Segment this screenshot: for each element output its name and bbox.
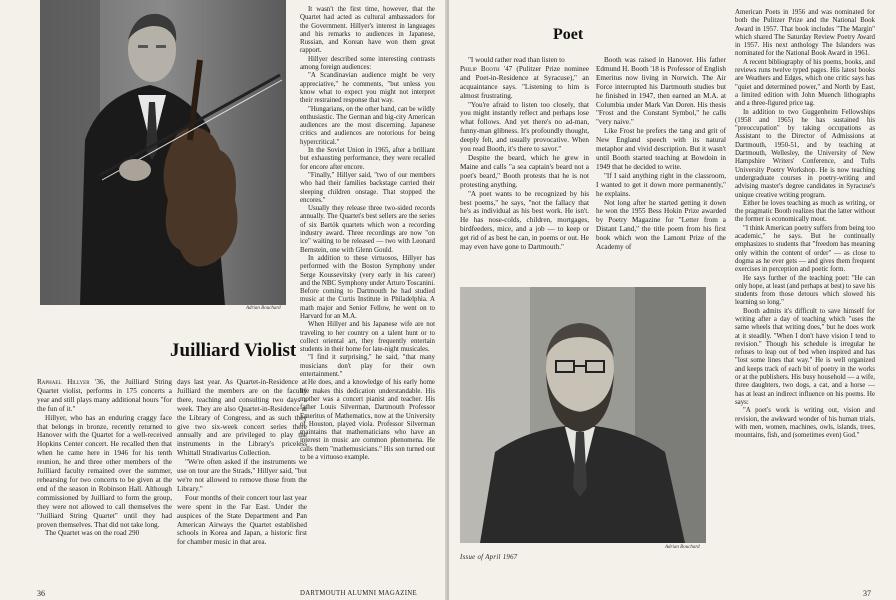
violist-portrait-icon xyxy=(40,0,286,305)
paragraph: "Hungarians, on the other hand, can be wildly enthusiastic. The German and big-city American audiences are the most discerning. Japanese critics and audiences are notorious for being hypercritical." xyxy=(300,105,435,146)
paragraph: He says further of the teaching poet: "He can only hope, at least (and perhaps at best) to save his students from those detours which slowed his learning so long." xyxy=(735,274,875,307)
paragraph: Booth admits it's difficult to save himself for writing after a day of teaching which "uses the same wheels that writing does," but he does work at it steadily. "When I don't have vision I tend to revision." Though his schedule is irregular he refuses to leap out of bed when inspired and has "lost some lines that way." He is well organized and keeps track of each bit of poetry in the works or at the publishers. His busy household — a wife, three daughters, two dogs, a cat, and a horse — has at least an indirect influence on his poems. He says: xyxy=(735,307,875,406)
paragraph: Like Frost he prefers the tang and grit of New England speech with its natural metaphor and vivid description. But it wasn't until Booth started teaching at Bowdoin in 1949 that he decided to write. xyxy=(596,127,726,171)
poet-photo-credit: Adrian Bouchard xyxy=(665,545,700,550)
right-footer: Issue of April 1967 xyxy=(460,554,518,561)
paragraph: In the Soviet Union in 1965, after a brilliant but exhausting performance, they were recalled for encore after encore. xyxy=(300,147,435,171)
paragraph: Raphael Hillyer '36, the Juilliard String Quartet violist, performs in 175 concerts a year and still plays many additional hours "for the fun of it." xyxy=(37,378,172,413)
violist-photo-credit: Adrian Bouchard xyxy=(246,306,281,311)
right-col-b xyxy=(596,56,726,274)
left-col-c xyxy=(300,6,435,557)
left-page-number: 36 xyxy=(37,589,45,598)
left-col-a xyxy=(37,378,172,576)
paragraph: Hillyer, who has an enduring craggy face that belongs in bronze, recently returned to Hanover with the Quartet for a well-received Hopkins Center concert. He recalled then that when he came here in 1946 for his tenth reunion, he and three other members of the Juilliard faculty remained over the summer, rehearsing for two concerts to be given at the end of the season in Robinson Hall. Although commissioned by Juilliard to form the group, they were not allowed to call themselves the "Juilliard String Quartet" until they had proven themselves. That did not take long. xyxy=(37,413,172,529)
violist-photo xyxy=(40,0,286,305)
paragraph: American Poets in 1956 and was nominated for both the Pulitzer Prize and the National Book Award in 1957. That book includes "The Margin" which shared The Saturday Review Poetry Award in 1957. His next anthology The Islanders was nominated for the National Book Award in 1961. xyxy=(735,9,875,58)
right-col-c xyxy=(735,9,875,569)
paragraph: When Hillyer and his Japanese wife are not traveling to her country on a talent hunt or to collect oriental art, they frequently entertain students in their home for late-night musicales. xyxy=(300,321,435,354)
paragraph: Either he loves teaching as much as writing, or the pragmatic Booth realizes that the latter without the former is economically moot. xyxy=(735,199,875,224)
paragraph: days last year. As Quartet-in-Residence at Juilliard the members are on the faculty there, teaching and consulting two days a week. They are also Quartet-in-Residence at the Library of Congress, and as such they give two six-week concert series there annually and are privileged to play the instruments in the Library's priceless Whittall Stradivarius Collection. xyxy=(177,378,307,458)
poet-photo xyxy=(460,287,706,543)
paragraph: Booth was raised in Hanover. His father Edmund H. Booth '18 is Professor of English Emeritus now living in Norwich. The Air Force interrupted his Dartmouth studies but he finished in 1947, then earned an M.A. at Columbia under Mark Van Doren. His thesis "Frost and the Constant Symbol," he calls "very naive." xyxy=(596,56,726,127)
paragraph: Usually they release three two-sided records annually. The Quartet's best sellers are the series of six Bartók quartets which won a recording industry award. Three recordings are now "on ice" waiting to be released — two with Leonard Bernstein, one with Glenn Gould. xyxy=(300,205,435,254)
paragraph: Hillyer described some interesting contrasts among foreign audiences: xyxy=(300,55,435,72)
paragraph: "A Scandinavian audience might be very appreciative," he comments, "but unless you know what to expect you might not interpret their restrained response that way. xyxy=(300,72,435,105)
right-col-a xyxy=(460,56,589,274)
left-footer: DARTMOUTH ALUMNI MAGAZINE xyxy=(300,590,417,597)
paragraph: A recent bibliography of his poems, books, and reviews runs twelve typed pages. His latest books are Weathers and Edges, which one critic says has "quiet and determined power," and North by East, a limited edition with John Muench lithographs and a three-figured price tag. xyxy=(735,58,875,108)
paragraph: In addition to two Guggenheim Fellowships (1958 and 1965) he has sustained his "preoccupation" by taking occupations as Assistant to the Director of Admissions at Dartmouth, 1950-51, and by teaching at Dartmouth, Wellesley, the University of New Hampshire Writers' Conference, and Tufts University Poetry Workshop. He is now teaching undergraduate courses in poetry-writing and advising master's degree candidates in Syracuse's unique creative writing program. xyxy=(735,108,875,199)
paragraph: "If I said anything right in the classroom, I wanted to get it down more permanently," he explains. xyxy=(596,171,726,198)
paragraph: The Quartet was on the road 290 xyxy=(45,529,140,538)
paragraph: Not long after he started getting it down he won the 1955 Bess Hokin Prize awarded by Poetry Magazine for "Letter from a Distant Land," the title poem from his first book which won the Lamont Prize of the Academy of xyxy=(596,198,726,252)
poet-portrait-icon xyxy=(460,287,706,543)
paragraph: Philip Booth '47 (Pulitzer Prize nominee and Poet-in-Residence at Syracuse)," an acquaintance says. "Listening to him is almost frustrating. xyxy=(460,64,589,100)
paragraph: Four months of their concert tour last year were spent in the Far East. Under the auspices of the State Department and Pan American Airways the Quartet established schools in Korea and Japan, a historic first for chamber music in that area. xyxy=(177,493,307,547)
paragraph: He does, and a knowledge of his early home life makes this dedication understandable. His mother was a concert pianist and teacher. His father Louis Silverman, Dartmouth Professor Emeritus of Mathematics, now at the University of Houston, played viola. Professor Silverman maintains that mathematicians who have an interest in music are common phenomena. He calls them "mathemusicians." His son turned out to be a virtuoso example. xyxy=(300,379,435,462)
right-page xyxy=(449,0,896,600)
paragraph: In addition to these virtuosos, Hillyer has performed with the Boston Symphony under Serge Koussevitsky (very early in his career) and the NBC Symphony under Arturo Toscanini. Before coming to Dartmouth he had studied music at the Curtis Institute in Philadelphia. A math major and Senior Fellow, he went on to Harvard for an M.A. xyxy=(300,254,435,320)
right-headline: Poet xyxy=(553,26,584,43)
paragraph: It wasn't the first time, however, that the Quartet had acted as cultural ambassadors for the Government. Hillyer's interest in languages and his remarks to audiences in Japanese, Russian, and Korean have won them great rapport. xyxy=(300,6,435,55)
left-headline: Juilliard Violist xyxy=(170,340,297,361)
paragraph: "I think American poetry suffers from being too academic," he says. But he continually emphasizes to students that "freedom has meaning only within the content of order" — as close to dogma as he ever gets — and gives them frequent exercises in perception and poetic form. xyxy=(735,224,875,274)
right-page-number: 37 xyxy=(863,589,871,598)
paragraph: "We're often asked if the instruments we use on tour are the Strads," Hillyer said, "but we're not allowed to remove those from the Library." xyxy=(177,458,307,493)
left-col-b xyxy=(177,378,307,576)
paragraph: "You're afraid to listen too closely, that you might instantly reflect and perhaps lose what follows. And yet there's no ad-man, funny-man glibness. It's profoundly thought, deeply felt, and usually provocative. When you read Booth, it's there to savor." xyxy=(460,100,589,154)
paragraph: "A poet wants to be recognized by his best poems," he says, "not the fallacy that he's as individual as his best work. He isn't. He has nose-colds, children, mortgages, birdfeeders, mice, and a job — to keep or get rid of as best he can, in poems or out. He may even have gone to Dartmouth." xyxy=(460,189,589,252)
paragraph: "I would rather read than listen to xyxy=(468,56,565,64)
paragraph: "Finally," Hillyer said, "two of our members who had their families backstage carried their sleeping children onstage. That stopped the encores." xyxy=(300,171,435,204)
paragraph: "I find it surprising," he said, "that many musicians don't play for their own entertainment." xyxy=(300,354,435,379)
paragraph: Despite the beard, which he grew in Maine and calls "a sea captain's beard not a poet's beard," Booth protests that he is not protesting anything. xyxy=(460,153,589,189)
paragraph: "A poet's work is writing out, vision and revision, the awkward wonder of his human trials, with men, women, machines, owls, islands, trees, mountains, fish, and (sometimes even) God." xyxy=(735,407,875,440)
